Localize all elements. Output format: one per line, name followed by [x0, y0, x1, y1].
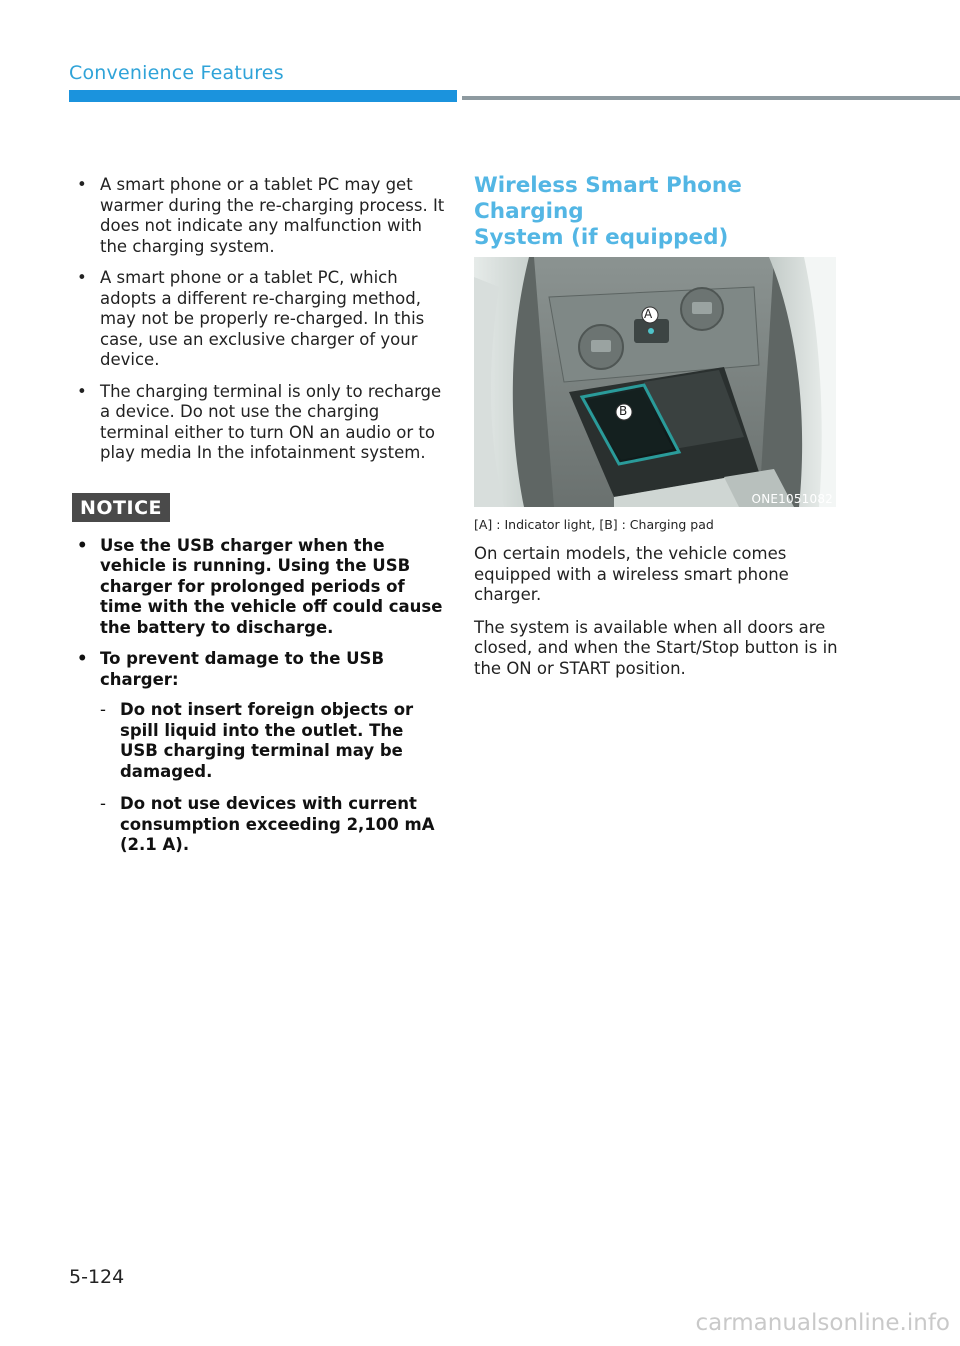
- paragraph: On certain models, the vehicle comes equipped with a wireless smart phone charger.: [474, 544, 789, 604]
- callout-b-label: B: [619, 404, 628, 418]
- header-rule: [462, 96, 960, 100]
- notice-badge: NOTICE: [72, 493, 170, 522]
- list-item: - Do not insert foreign objects or spill liquid into the outlet. The USB charging terminal may be damaged.: [100, 700, 414, 781]
- watermark: carmanualsonline.info: [695, 1310, 950, 1336]
- figure-caption: [A] : Indicator light, [B] : Charging pad: [474, 517, 714, 532]
- list-item: • The charging terminal is only to recharge a device. Do not use the charging terminal either to turn ON an audio or to play media In the infotainment system.: [77, 381, 442, 462]
- header-rule-accent: [69, 90, 457, 102]
- notice-sub-list: [100, 700, 445, 856]
- callout-a-label: A: [644, 307, 653, 321]
- list-item: • Use the USB charger when the vehicle is running. Using the USB charger for prolonged periods of time with the vehicle off could cause the battery to discharge.: [77, 535, 443, 637]
- list-item: - Do not use devices with current consumption exceeding 2,100 mA (2.1 A).: [100, 794, 435, 854]
- page-number: 5-124: [69, 1266, 125, 1288]
- bullet-list: [75, 175, 445, 464]
- list-item: • A smart phone or a tablet PC may get warmer during the re-charging process. It does not indicate any malfunction with the charging system.: [77, 175, 445, 256]
- list-item: • A smart phone or a tablet PC, which adopts a different re-charging method, may not be properly re-charged. In this case, use an exclusive charger of your device.: [77, 268, 425, 369]
- figure-code: ONE1051082: [751, 492, 833, 506]
- right-column: [474, 173, 839, 679]
- console-illustration: [474, 257, 836, 507]
- left-column: [75, 175, 445, 868]
- notice-list: [75, 536, 445, 856]
- list-item: • To prevent damage to the USB charger: - Do not insert foreign objects or spill liquid into the outlet. The USB charging terminal may be damaged. - Do not use devices with current consumption exceeding 2,100 mA (2.1 A).: [75, 649, 445, 856]
- section-header: Convenience Features: [69, 62, 284, 84]
- paragraph: The system is available when all doors are closed, and when the Start/Stop button is in the ON or START position.: [474, 617, 838, 678]
- section-title: Wireless Smart Phone Charging System (if equipped): [474, 173, 742, 250]
- console-drawing: [474, 257, 836, 507]
